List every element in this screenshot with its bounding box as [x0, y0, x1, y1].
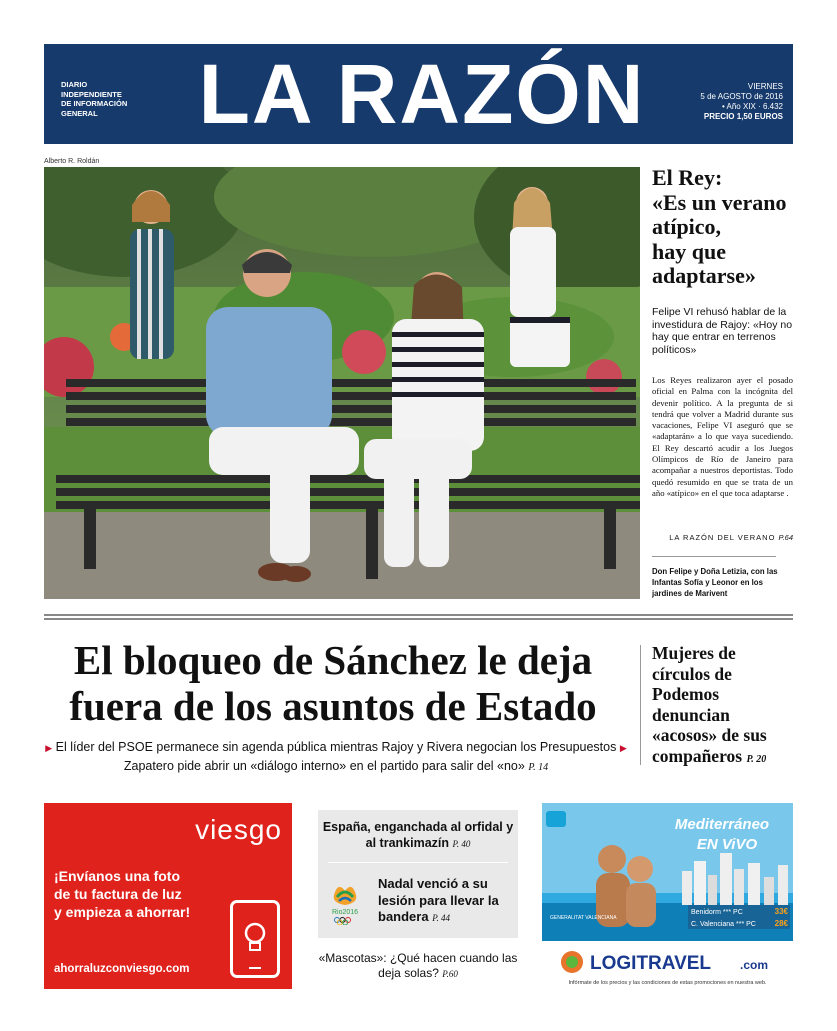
- photo-credit: Alberto R. Roldán: [44, 158, 100, 165]
- svg-text:EN ViVO: EN ViVO: [696, 836, 758, 853]
- ad-disclaimer: Infórmate de los precios y las condiciones de estas promociones en nuestra web.: [568, 980, 767, 986]
- main-headline[interactable]: El bloqueo de Sánchez le deja fuera de los asuntos de Estado: [69, 637, 597, 729]
- sidebar-lead: Felipe VI rehusó hablar de la investidura de Rajoy: «Hoy no hay que entrar en terrenos políticos»: [652, 306, 793, 356]
- sidebar-body: Los Reyes realizaron ayer el posado oficial en Palma con la incógnita del devenir político. A la pregunta de si tendrá que volver a Madrid durante sus vacaciones, Felipe VI aseguró que se «adaptarán» a lo que vaya sucediendo. El Rey descartó acudir a los Juegos Olímpicos de Río de Janeiro para acompañar a nuestros deportistas. Todo quedó resumido en que se trata de un año «atípico» en el que toca adaptarse .: [652, 375, 793, 498]
- masthead: [44, 44, 793, 144]
- column-divider: [640, 645, 641, 765]
- masthead-tagline: DIARIO INDEPENDIENTE DE INFORMACIÓN GENERAL: [61, 80, 128, 118]
- teaser-story-3[interactable]: «Mascotas»: ¿Qué hacen cuando las deja solas? P.60: [318, 951, 518, 980]
- rio-2016-logo: [328, 877, 362, 925]
- garden-bench-illustration: [44, 167, 640, 599]
- teaser-story-1[interactable]: España, enganchada al orfidal y al trankimazín P. 40: [322, 820, 514, 850]
- main-subheadline: ▶ El líder del PSOE permanece sin agenda pública mientras Rajoy y Rivera negocian los Presupuestos ▶ Zapatero pide abrir un «diálogo interno» en el partido para salir del «no» P. 14: [45, 740, 627, 773]
- section-divider: [44, 618, 793, 620]
- svg-text:Mediterráneo: Mediterráneo: [674, 816, 770, 833]
- svg-text:.com: .com: [740, 958, 769, 972]
- section-reference[interactable]: LA RAZÓN DEL VERANO P.64: [669, 533, 793, 542]
- photo-caption: Don Felipe y Doña Letizia, con las Infantas Sofía y Leonor en los jardines de Marivent: [652, 567, 778, 598]
- svg-text:GENERALITAT VALENCIANA: GENERALITAT VALENCIANA: [550, 915, 617, 921]
- phone-icon: [230, 900, 280, 978]
- svg-text:33€: 33€: [774, 907, 788, 916]
- divider: [652, 556, 776, 557]
- beach-ad-illustration: [542, 803, 793, 980]
- ad-message: ¡Envíanos una foto de tu factura de luz y empieza a ahorrar!: [54, 868, 191, 920]
- svg-text:C. Valenciana *** PC: C. Valenciana *** PC: [691, 921, 756, 928]
- royal-family-photo[interactable]: [44, 167, 640, 599]
- issue-info: VIERNES 5 de AGOSTO de 2016 • Año XIX · 6.432 PRECIO 1,50 EUROS: [700, 82, 783, 121]
- svg-text:Rio2016: Rio2016: [331, 909, 359, 916]
- newspaper-logo[interactable]: LA RAZÓN: [198, 47, 646, 141]
- viesgo-ad[interactable]: [44, 803, 292, 989]
- bullet-arrow-icon: ▶: [45, 743, 53, 753]
- teaser-box: [318, 810, 518, 938]
- sidebar-title[interactable]: El Rey: «Es un verano atípico, hay que adaptarse»: [652, 165, 787, 288]
- teaser-story-2[interactable]: Nadal venció a su lesión para llevar la bandera P. 44: [378, 876, 499, 924]
- logitravel-ad[interactable]: [542, 803, 793, 980]
- viesgo-logo: viesgo: [195, 814, 282, 845]
- svg-text:Benidorm *** PC: Benidorm *** PC: [691, 909, 743, 916]
- ad-url[interactable]: ahorraluzconviesgo.com: [54, 963, 190, 975]
- svg-text:LOGITRAVEL: LOGITRAVEL: [590, 953, 712, 974]
- side-story-headline[interactable]: Mujeres de círculos de Podemos denuncian «acosos» de sus compañeros P. 20: [652, 643, 767, 766]
- bullet-arrow-icon: ▶: [619, 743, 627, 753]
- divider: [328, 862, 508, 863]
- section-divider: [44, 614, 793, 616]
- svg-text:28€: 28€: [774, 919, 788, 928]
